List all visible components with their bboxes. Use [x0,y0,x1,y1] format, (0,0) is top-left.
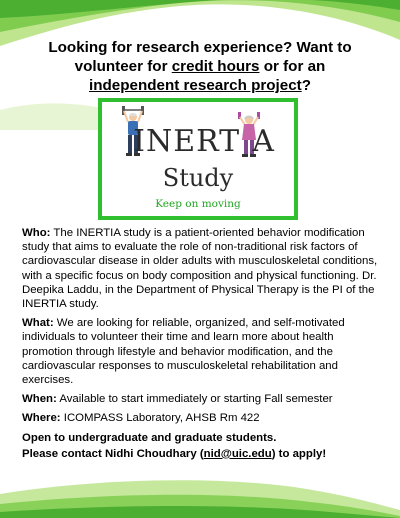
headline-independent-project: independent research project [89,77,302,94]
contact-line [22,447,384,461]
who-label: Who: [22,227,51,239]
inertia-logo [98,98,298,220]
what-text: We are looking for reliable, organized, and self-motivated individuals to volunteer their time and learn more about health promotion through lifestyle and behavior modification, and the cardiovascular responses to musculoskeletal rehabilitation and exercises. [22,317,345,387]
logo-subtitle: Study [162,164,234,192]
where-text: ICOMPASS Laboratory, AHSB Rm 422 [60,412,260,425]
headline-line-3-post: ? [301,77,311,94]
headline-line-2-pre: volunteer for [74,58,172,75]
logo-title [102,124,294,159]
headline [20,38,380,95]
logo-title-part-2: ERT [173,124,241,159]
what-paragraph [22,316,384,387]
where-label: Where: [22,412,61,425]
headline-credit-hours: credit hours [171,58,260,75]
headline-line-3 [20,76,380,95]
contact-pre: Please contact Nidhi Choudhary ( [22,447,204,460]
logo-tagline: Keep on moving [155,198,241,210]
when-text: Available to start immediately or starting Fall semester [56,393,333,406]
flyer-body [22,226,384,466]
when-label: When: [22,393,57,406]
logo-title-part-3: A [252,124,275,159]
headline-line-2 [20,57,380,76]
open-to-line: Open to undergraduate and graduate students. [22,431,277,444]
contact-email-link[interactable]: nid@uic.edu [203,447,272,460]
bottom-wave-decoration [0,458,400,518]
when-paragraph [22,392,384,406]
headline-line-2-post: or for an [259,58,326,75]
where-paragraph [22,411,384,425]
who-text: The INERTIA study is a patient-oriented behavior modification study that aims to evaluate the role of non-traditional risk factors of cardiovascular disease in older adults with musculoskeletal conditions, with a specific focus on body composition and physical functioning. Dr. Deepika Laddu, in the Department of Physical Therapy is the PI of the INERTIA study. [22,227,378,311]
logo-title-part-1: IN [133,124,174,159]
contact-post: ) to apply! [271,447,327,460]
what-label: What: [22,317,54,330]
headline-line-1: Looking for research experience? Want to [48,39,352,56]
who-paragraph [22,226,384,311]
